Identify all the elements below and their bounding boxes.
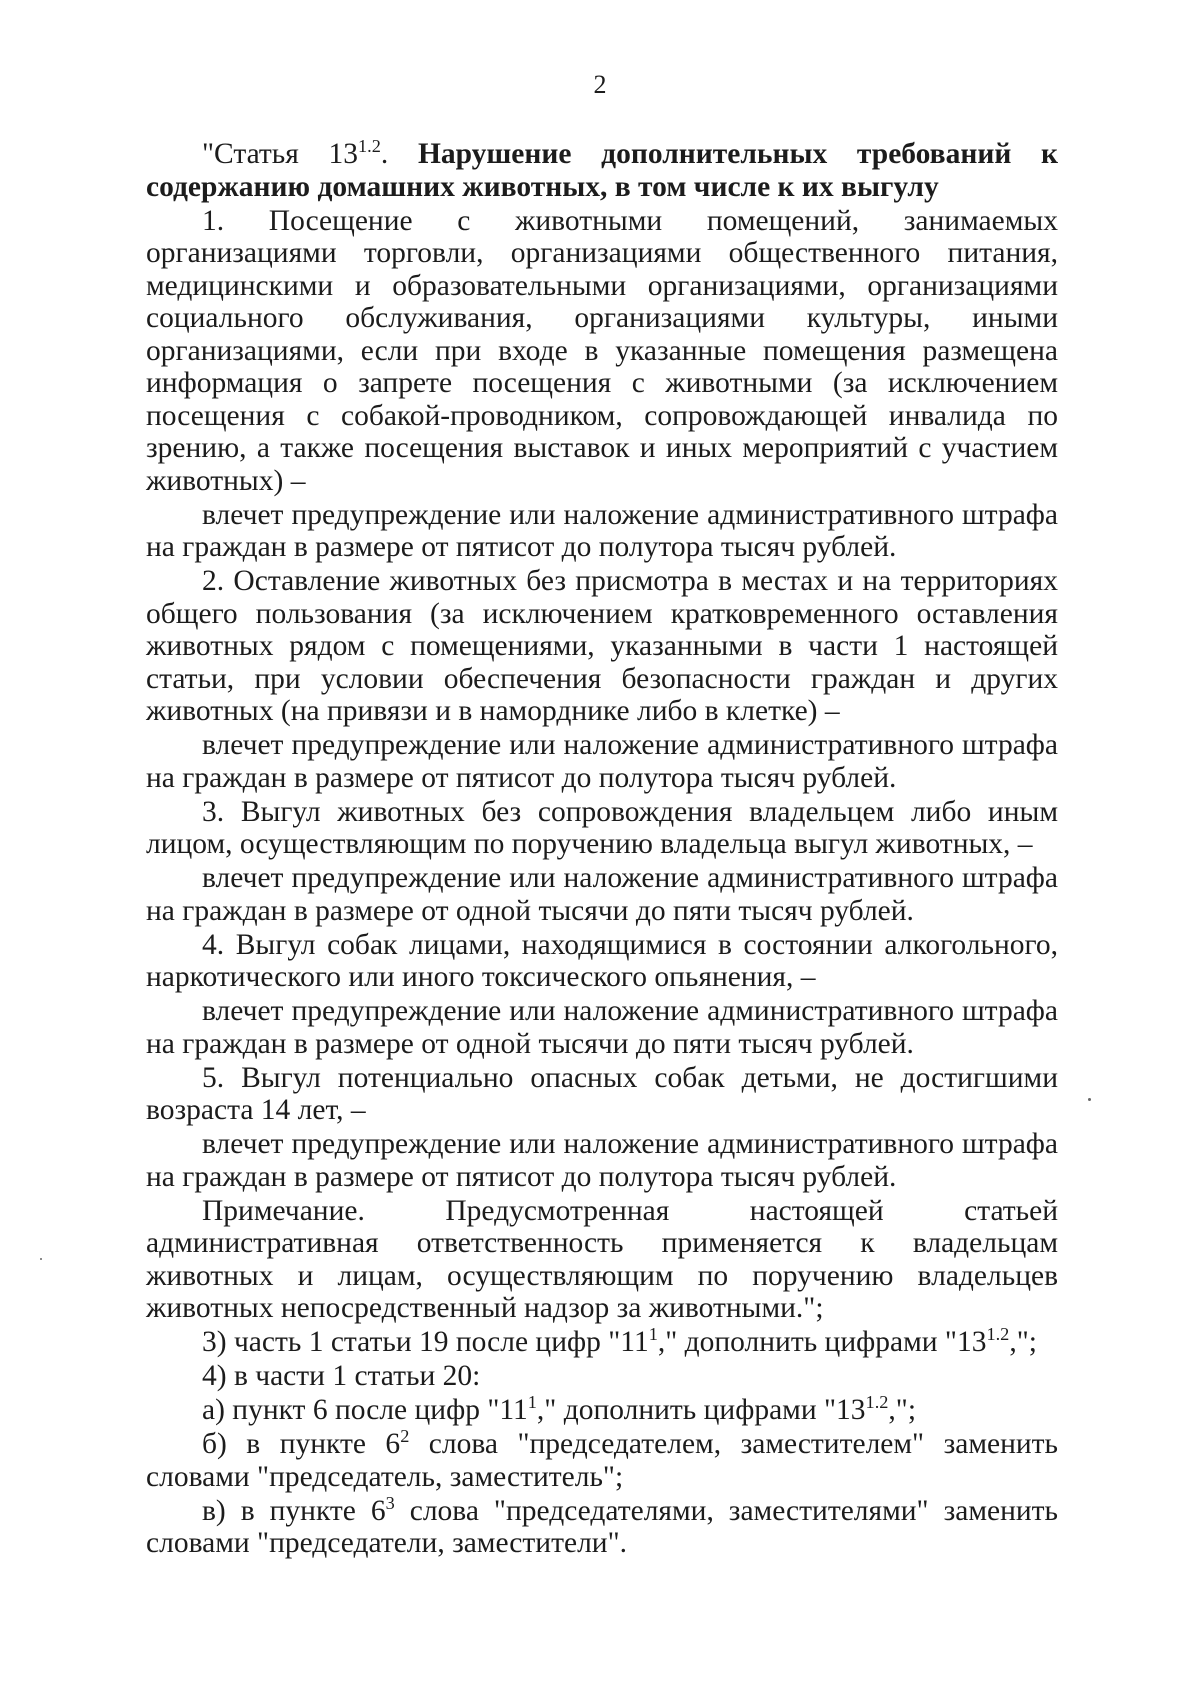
article-prefix-tail: . (380, 138, 418, 170)
scan-speck (1088, 1098, 1091, 1101)
paragraph-3-penalty: влечет предупреждение или наложение административного штрафа на граждан в размере от одной тысячи до пяти тысяч рублей. (146, 862, 1058, 927)
amendment-item-a-text-a: а) пункт 6 после цифр "11 (202, 1394, 528, 1426)
amendment-item-3-text-a: 3) часть 1 статьи 19 после цифр "11 (202, 1326, 649, 1358)
note-paragraph: Примечание. Предусмотренная настоящей статьей административная ответственность применяется к владельцам животных и лицам, осуществляющим по поручению владельцев животных непосредственный надзор за животными."; (146, 1194, 1058, 1324)
paragraph-5-penalty: влечет предупреждение или наложение административного штрафа на граждан в размере от пятисот до полутора тысяч рублей. (146, 1128, 1058, 1193)
amendment-item-v-text-b: слова "председателями, заместителями" заменить словами "председатели, заместители". (146, 1494, 1058, 1559)
amendment-item-3-sup-b: 1.2 (986, 1324, 1010, 1345)
amendment-item-b (146, 1428, 1058, 1493)
amendment-item-b-text-a: б) в пункте 6 (202, 1428, 401, 1460)
paragraph-1-penalty: влечет предупреждение или наложение административного штрафа на граждан в размере от пятисот до полутора тысяч рублей. (146, 498, 1058, 563)
scan-speck (40, 1258, 42, 1260)
amendment-item-v-sup: 3 (385, 1492, 395, 1513)
amendment-item-b-sup: 2 (400, 1426, 410, 1447)
paragraph-1: 1. Посещение с животными помещений, занимаемых организациями торговли, организациями общественного питания, медицинскими и образовательными организациями, организациями социального обслуживания, организациями культуры, иными организациями, если при входе в указанные помещения размещена информация о запрете посещения с животными (за исключением посещения с собакой-проводником, сопровождающей инвалида по зрению, а также посещения выставок и иных мероприятий с участием животных) – (146, 204, 1058, 497)
article-number-sup: 1.2 (358, 136, 381, 157)
article-prefix: "Статья 13 (202, 138, 359, 170)
paragraph-4-penalty: влечет предупреждение или наложение административного штрафа на граждан в размере от одной тысячи до пяти тысяч рублей. (146, 995, 1058, 1060)
amendment-item-a-text-c: ,"; (888, 1394, 917, 1426)
amendment-item-v-text-a: в) в пункте 6 (202, 1494, 386, 1527)
paragraph-3: 3. Выгул животных без сопровождения владельцем либо иным лицом, осуществляющим по поручению владельца выгул животных, – (146, 795, 1058, 860)
amendment-item-a-sup-b: 1.2 (865, 1392, 889, 1413)
paragraph-5: 5. Выгул потенциально опасных собак детьми, не достигшими возраста 14 лет, – (146, 1061, 1058, 1126)
document-body (146, 138, 1058, 1561)
amendment-item-b-text-b: слова "председателем, заместителем" заменить словами "председатель, заместитель"; (146, 1428, 1058, 1493)
amendment-item-3-sup-a: 1 (648, 1324, 658, 1345)
amendment-item-4: 4) в части 1 статьи 20: (202, 1360, 481, 1392)
amendment-item-a-text-b: ," дополнить цифрами "13 (536, 1394, 866, 1426)
page-number: 2 (593, 70, 607, 99)
amendment-item-3-text-c: ,"; (1009, 1326, 1037, 1358)
amendment-item-3-text-b: ," дополнить цифрами "13 (657, 1326, 987, 1358)
paragraph-4: 4. Выгул собак лицами, находящимися в состоянии алкогольного, наркотического или иного токсического опьянения, – (146, 928, 1058, 993)
article-title: Нарушение дополнительных требований к содержанию домашних животных, в том числе к их выгулу (146, 138, 1059, 203)
amendment-item-3 (146, 1326, 1058, 1359)
paragraph-2: 2. Оставление животных без присмотра в местах и на территориях общего пользования (за исключением кратковременного оставления животных рядом с помещениями, указанными в части 1 настоящей статьи, при условии обеспечения безопасности граждан и других животных (на привязи и в наморднике либо в клетке) – (146, 565, 1058, 727)
amendment-item-a-sup-a: 1 (527, 1392, 537, 1413)
amendment-item-v (146, 1492, 1058, 1560)
paragraph-2-penalty: влечет предупреждение или наложение административного штрафа на граждан в размере от пятисот до полутора тысяч рублей. (146, 729, 1058, 794)
article-heading (146, 138, 1058, 203)
amendment-item-a (146, 1394, 1058, 1427)
